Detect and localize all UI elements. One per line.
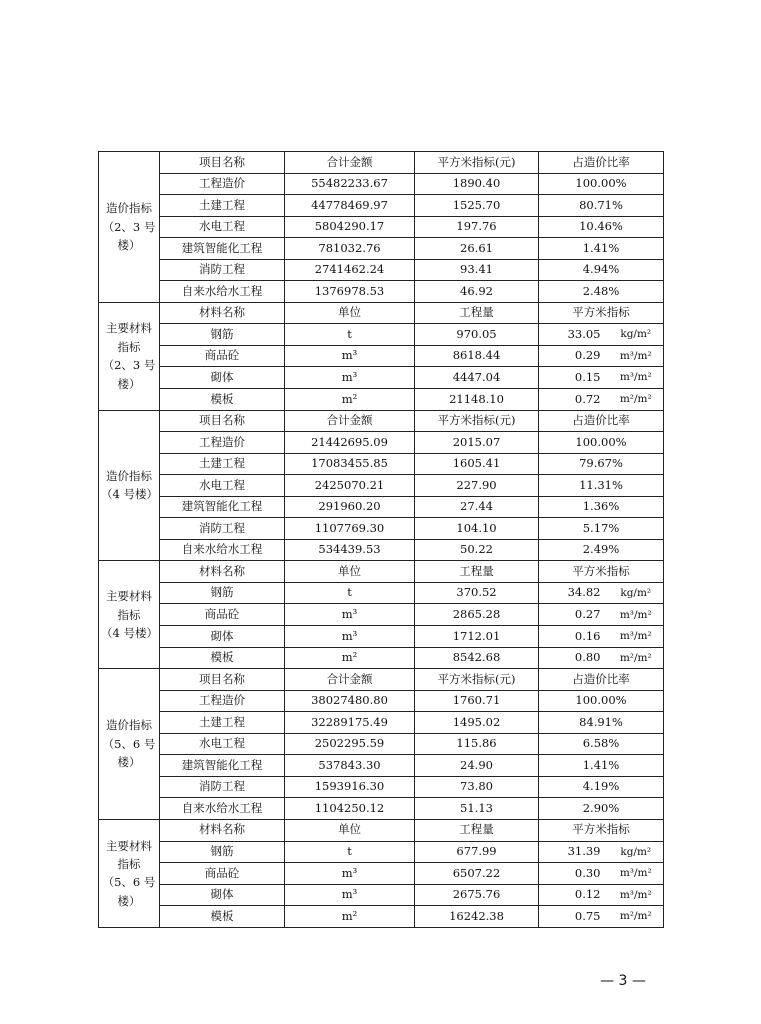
per-sqm-value-cell: 0.80 <box>539 647 609 669</box>
per-sqm-value-cell: 31.39 <box>539 841 609 863</box>
per-sqm-index-cell: 104.10 <box>415 518 539 540</box>
table-row <box>99 195 664 217</box>
per-sqm-index-cell: 27.44 <box>415 496 539 518</box>
item-name-cell: 水电工程 <box>160 216 285 238</box>
item-name-cell: 消防工程 <box>160 518 285 540</box>
material-name-cell: 模板 <box>160 389 285 411</box>
block-label <box>99 302 160 410</box>
table-row <box>99 712 664 734</box>
quantity-cell: 21148.10 <box>415 389 539 411</box>
per-sqm-index-cell: 24.90 <box>415 755 539 777</box>
column-header: 合计金额 <box>285 669 415 691</box>
cost-ratio-cell: 2.49% <box>539 539 664 561</box>
unit-cell: t <box>285 582 415 604</box>
per-sqm-index-cell: 1495.02 <box>415 712 539 734</box>
item-name-cell: 土建工程 <box>160 195 285 217</box>
per-sqm-unit-cell: m³/m² <box>609 604 664 626</box>
quantity-cell: 8618.44 <box>415 345 539 367</box>
per-sqm-index-cell: 93.41 <box>415 259 539 281</box>
block-header-row <box>99 669 664 691</box>
total-amount-cell: 1107769.30 <box>285 518 415 540</box>
quantity-cell: 4447.04 <box>415 367 539 389</box>
column-header: 平方米指标 <box>539 819 664 841</box>
column-header: 单位 <box>285 561 415 583</box>
per-sqm-unit-cell: m³/m² <box>609 884 664 906</box>
table-row <box>99 884 664 906</box>
table-row <box>99 604 664 626</box>
block-label <box>99 561 160 669</box>
table-row <box>99 281 664 303</box>
cost-index-table <box>98 151 664 928</box>
per-sqm-unit-cell: m²/m² <box>609 906 664 928</box>
total-amount-cell: 2741462.24 <box>285 259 415 281</box>
unit-cell: t <box>285 841 415 863</box>
material-name-cell: 砌体 <box>160 884 285 906</box>
column-header: 平方米指标 <box>539 561 664 583</box>
table-row <box>99 367 664 389</box>
quantity-cell: 8542.68 <box>415 647 539 669</box>
cost-ratio-cell: 2.90% <box>539 798 664 820</box>
table-row <box>99 755 664 777</box>
per-sqm-value-cell: 0.29 <box>539 345 609 367</box>
table-row <box>99 496 664 518</box>
item-name-cell: 水电工程 <box>160 475 285 497</box>
block-label-line: 造价指标 <box>106 718 152 733</box>
column-header: 材料名称 <box>160 561 285 583</box>
total-amount-cell: 32289175.49 <box>285 712 415 734</box>
column-header: 材料名称 <box>160 819 285 841</box>
total-amount-cell: 1104250.12 <box>285 798 415 820</box>
item-name-cell: 建筑智能化工程 <box>160 755 285 777</box>
block-label-line: （5、6 号楼） <box>102 875 156 908</box>
column-header: 项目名称 <box>160 152 285 174</box>
unit-cell: m³ <box>285 604 415 626</box>
total-amount-cell: 21442695.09 <box>285 432 415 454</box>
cost-ratio-cell: 79.67% <box>539 453 664 475</box>
block-header-row <box>99 819 664 841</box>
item-name-cell: 土建工程 <box>160 712 285 734</box>
column-header: 平方米指标(元) <box>415 669 539 691</box>
column-header: 平方米指标(元) <box>415 152 539 174</box>
unit-cell: m² <box>285 647 415 669</box>
item-name-cell: 建筑智能化工程 <box>160 496 285 518</box>
per-sqm-value-cell: 0.16 <box>539 626 609 648</box>
block-label <box>99 669 160 820</box>
table-row <box>99 259 664 281</box>
item-name-cell: 土建工程 <box>160 453 285 475</box>
per-sqm-value-cell: 34.82 <box>539 582 609 604</box>
per-sqm-unit-cell: m²/m² <box>609 647 664 669</box>
per-sqm-index-cell: 1525.70 <box>415 195 539 217</box>
cost-ratio-cell: 5.17% <box>539 518 664 540</box>
per-sqm-value-cell: 0.27 <box>539 604 609 626</box>
block-header-row <box>99 561 664 583</box>
per-sqm-index-cell: 51.13 <box>415 798 539 820</box>
cost-ratio-cell: 100.00% <box>539 690 664 712</box>
column-header: 工程量 <box>415 302 539 324</box>
per-sqm-index-cell: 197.76 <box>415 216 539 238</box>
quantity-cell: 1712.01 <box>415 626 539 648</box>
item-name-cell: 消防工程 <box>160 259 285 281</box>
block-label-line: （5、6 号楼） <box>102 736 156 770</box>
total-amount-cell: 781032.76 <box>285 238 415 260</box>
per-sqm-value-cell: 0.30 <box>539 863 609 885</box>
total-amount-cell: 38027480.80 <box>285 690 415 712</box>
column-header: 单位 <box>285 302 415 324</box>
item-name-cell: 工程造价 <box>160 690 285 712</box>
per-sqm-index-cell: 26.61 <box>415 238 539 260</box>
quantity-cell: 677.99 <box>415 841 539 863</box>
per-sqm-index-cell: 1605.41 <box>415 453 539 475</box>
material-name-cell: 商品砼 <box>160 345 285 367</box>
column-header: 占造价比率 <box>539 410 664 432</box>
table-row <box>99 582 664 604</box>
per-sqm-unit-cell: kg/m² <box>609 324 664 346</box>
table-row <box>99 647 664 669</box>
table-row <box>99 432 664 454</box>
block-label-line: （2、3 号楼） <box>102 219 156 253</box>
per-sqm-value-cell: 0.72 <box>539 389 609 411</box>
per-sqm-unit-cell: m³/m² <box>609 626 664 648</box>
table-row <box>99 733 664 755</box>
cost-ratio-cell: 1.41% <box>539 238 664 260</box>
unit-cell: m³ <box>285 345 415 367</box>
unit-cell: m³ <box>285 367 415 389</box>
cost-ratio-cell: 80.71% <box>539 195 664 217</box>
block-label-line: （4 号楼） <box>101 625 158 640</box>
cost-ratio-cell: 100.00% <box>539 432 664 454</box>
cost-ratio-cell: 84.91% <box>539 712 664 734</box>
per-sqm-unit-cell: kg/m² <box>609 841 664 863</box>
per-sqm-index-cell: 1760.71 <box>415 690 539 712</box>
block-label-line: 主要材料 <box>106 589 152 604</box>
column-header: 占造价比率 <box>539 152 664 174</box>
cost-ratio-cell: 11.31% <box>539 475 664 497</box>
item-name-cell: 自来水给水工程 <box>160 798 285 820</box>
per-sqm-value-cell: 33.05 <box>539 324 609 346</box>
table-row <box>99 518 664 540</box>
block-label <box>99 410 160 561</box>
material-name-cell: 模板 <box>160 906 285 928</box>
table-row <box>99 216 664 238</box>
per-sqm-index-cell: 115.86 <box>415 733 539 755</box>
block-header-row <box>99 302 664 324</box>
unit-cell: m³ <box>285 884 415 906</box>
unit-cell: t <box>285 324 415 346</box>
total-amount-cell: 1376978.53 <box>285 281 415 303</box>
table-row <box>99 453 664 475</box>
quantity-cell: 2865.28 <box>415 604 539 626</box>
block-label <box>99 819 160 927</box>
cost-ratio-cell: 6.58% <box>539 733 664 755</box>
total-amount-cell: 537843.30 <box>285 755 415 777</box>
column-header: 占造价比率 <box>539 669 664 691</box>
block-label-line: （4 号楼） <box>101 487 158 502</box>
material-name-cell: 钢筋 <box>160 841 285 863</box>
per-sqm-unit-cell: kg/m² <box>609 582 664 604</box>
total-amount-cell: 1593916.30 <box>285 776 415 798</box>
block-header-row <box>99 410 664 432</box>
column-header: 项目名称 <box>160 669 285 691</box>
per-sqm-index-cell: 50.22 <box>415 539 539 561</box>
total-amount-cell: 534439.53 <box>285 539 415 561</box>
table-row <box>99 238 664 260</box>
block-label-line: （2、3 号楼） <box>102 358 156 391</box>
item-name-cell: 自来水给水工程 <box>160 539 285 561</box>
table-body <box>99 152 664 928</box>
table-row <box>99 345 664 367</box>
column-header: 工程量 <box>415 561 539 583</box>
quantity-cell: 2675.76 <box>415 884 539 906</box>
cost-ratio-cell: 10.46% <box>539 216 664 238</box>
total-amount-cell: 2502295.59 <box>285 733 415 755</box>
item-name-cell: 水电工程 <box>160 733 285 755</box>
table-row <box>99 841 664 863</box>
quantity-cell: 6507.22 <box>415 863 539 885</box>
total-amount-cell: 55482233.67 <box>285 173 415 195</box>
column-header: 项目名称 <box>160 410 285 432</box>
block-label <box>99 152 160 303</box>
cost-ratio-cell: 100.00% <box>539 173 664 195</box>
per-sqm-index-cell: 227.90 <box>415 475 539 497</box>
table-row <box>99 776 664 798</box>
unit-cell: m³ <box>285 626 415 648</box>
table-row <box>99 626 664 648</box>
table-row <box>99 173 664 195</box>
cost-ratio-cell: 1.36% <box>539 496 664 518</box>
table-row <box>99 906 664 928</box>
unit-cell: m² <box>285 389 415 411</box>
per-sqm-unit-cell: m³/m² <box>609 345 664 367</box>
per-sqm-index-cell: 73.80 <box>415 776 539 798</box>
per-sqm-value-cell: 0.15 <box>539 367 609 389</box>
per-sqm-unit-cell: m³/m² <box>609 367 664 389</box>
block-header-row <box>99 152 664 174</box>
item-name-cell: 消防工程 <box>160 776 285 798</box>
per-sqm-unit-cell: m³/m² <box>609 863 664 885</box>
per-sqm-index-cell: 46.92 <box>415 281 539 303</box>
column-header: 合计金额 <box>285 152 415 174</box>
column-header: 合计金额 <box>285 410 415 432</box>
block-label-line: 指标 <box>117 607 141 622</box>
table-row <box>99 539 664 561</box>
column-header: 工程量 <box>415 819 539 841</box>
total-amount-cell: 44778469.97 <box>285 195 415 217</box>
table-row <box>99 690 664 712</box>
material-name-cell: 商品砼 <box>160 604 285 626</box>
block-label-line: 造价指标 <box>106 469 152 484</box>
item-name-cell: 工程造价 <box>160 432 285 454</box>
column-header: 平方米指标 <box>539 302 664 324</box>
table-row <box>99 798 664 820</box>
column-header: 材料名称 <box>160 302 285 324</box>
cost-ratio-cell: 1.41% <box>539 755 664 777</box>
quantity-cell: 370.52 <box>415 582 539 604</box>
material-name-cell: 砌体 <box>160 626 285 648</box>
block-label-line: 造价指标 <box>106 201 152 216</box>
table-row <box>99 475 664 497</box>
total-amount-cell: 291960.20 <box>285 496 415 518</box>
column-header: 单位 <box>285 819 415 841</box>
quantity-cell: 970.05 <box>415 324 539 346</box>
item-name-cell: 自来水给水工程 <box>160 281 285 303</box>
cost-ratio-cell: 4.94% <box>539 259 664 281</box>
unit-cell: m² <box>285 906 415 928</box>
total-amount-cell: 2425070.21 <box>285 475 415 497</box>
item-name-cell: 建筑智能化工程 <box>160 238 285 260</box>
per-sqm-unit-cell: m²/m² <box>609 389 664 411</box>
per-sqm-index-cell: 2015.07 <box>415 432 539 454</box>
per-sqm-index-cell: 1890.40 <box>415 173 539 195</box>
cost-ratio-cell: 4.19% <box>539 776 664 798</box>
block-label-line: 主要材料 <box>106 321 152 336</box>
unit-cell: m³ <box>285 863 415 885</box>
material-name-cell: 钢筋 <box>160 582 285 604</box>
table-row <box>99 389 664 411</box>
item-name-cell: 工程造价 <box>160 173 285 195</box>
per-sqm-value-cell: 0.12 <box>539 884 609 906</box>
total-amount-cell: 17083455.85 <box>285 453 415 475</box>
cost-ratio-cell: 2.48% <box>539 281 664 303</box>
block-label-line: 主要材料 <box>106 838 152 853</box>
material-name-cell: 钢筋 <box>160 324 285 346</box>
page-number: — 3 — <box>600 973 646 989</box>
material-name-cell: 商品砼 <box>160 863 285 885</box>
quantity-cell: 16242.38 <box>415 906 539 928</box>
table-row <box>99 863 664 885</box>
material-name-cell: 砌体 <box>160 367 285 389</box>
table-row <box>99 324 664 346</box>
per-sqm-value-cell: 0.75 <box>539 906 609 928</box>
column-header: 平方米指标(元) <box>415 410 539 432</box>
block-label-line: 指标 <box>117 339 141 354</box>
material-name-cell: 模板 <box>160 647 285 669</box>
block-label-line: 指标 <box>117 856 141 871</box>
total-amount-cell: 5804290.17 <box>285 216 415 238</box>
